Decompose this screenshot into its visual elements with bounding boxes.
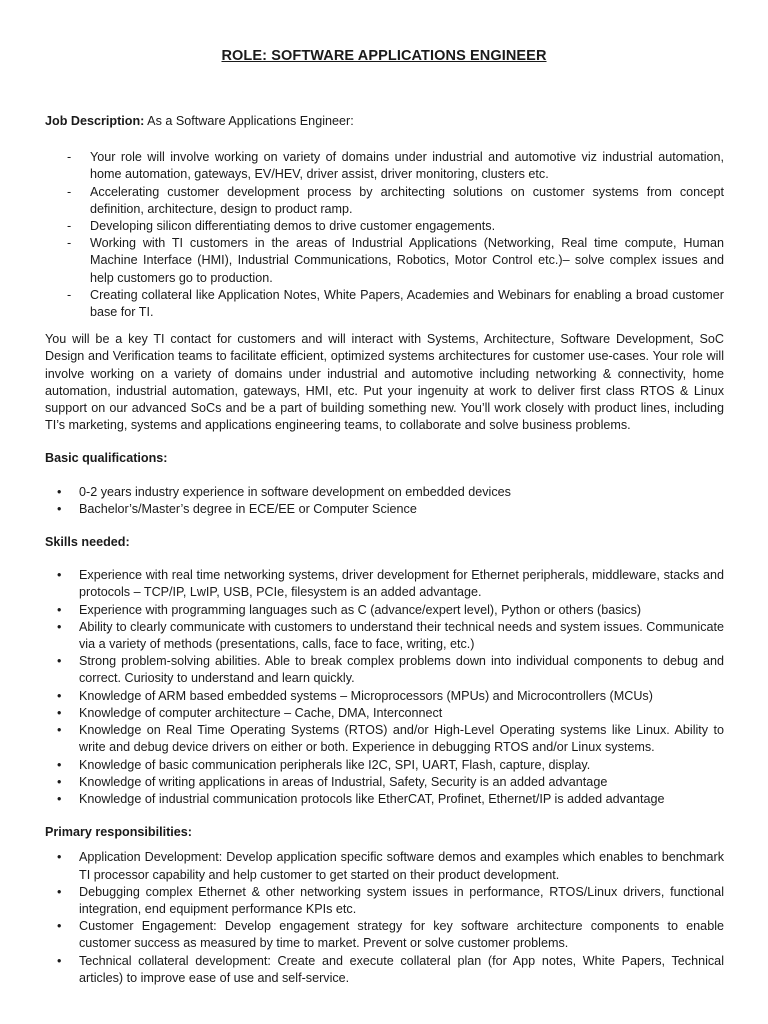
list-item: • Experience with programming languages such as C (advance/expert level), Python or others (basics) <box>45 602 724 619</box>
dash-marker: - <box>67 184 72 199</box>
list-item: • Knowledge of industrial communication protocols like EtherCAT, Profinet, Ethernet/IP is added advantage <box>45 791 724 808</box>
list-item: • Debugging complex Ethernet & other networking system issues in performance, RTOS/Linux drivers, functional integration, end equipment performance KPIs etc. <box>57 884 724 916</box>
list-item: - Accelerating customer development process by architecting solutions on customer systems from concept definition, architecture, design to product ramp. <box>67 184 724 216</box>
bullet-marker: • <box>57 919 62 934</box>
job-description-list <box>45 149 724 321</box>
basic-qualifications-heading: Basic qualifications: <box>45 451 168 466</box>
skills-list <box>45 567 724 808</box>
list-item: • Ability to clearly communicate with customers to understand their technical needs and system issues. Communicate via a variety of methods (presentations, calls, face to face, writing, etc.) <box>57 619 724 652</box>
dash-marker: - <box>67 236 72 251</box>
bullet-marker: • <box>57 850 62 865</box>
page-title: ROLE: SOFTWARE APPLICATIONS ENGINEER <box>221 48 547 64</box>
role-summary-paragraph: You will be a key TI contact for customers and will interact with Systems, Architecture, Software Development, SoC Design and Verification teams to facilitate efficient, optimized systems architectures for customer use-cases. Your role will involve working on a variety of domains under industrial and automotive including networking & connectivity, home automation, industrial automation, gateways, HMI, etc. Put your ingenuity at work to deliver first class RTOS & Linux support on our advanced SoCs and be a part of building something new. You’ll work closely with product lines, including TI’s marketing, systems and applications engineering teams, to collaborate and solve business problems. <box>45 332 724 433</box>
list-item: • Knowledge of basic communication peripherals like I2C, SPI, UART, Flash, capture, display. <box>45 757 724 774</box>
bullet-marker: • <box>57 757 62 772</box>
basic-qualifications-list <box>45 484 724 518</box>
list-item: - Creating collateral like Application Notes, White Papers, Academies and Webinars for enabling a broad customer base for TI. <box>67 287 724 320</box>
list-item: • Knowledge of computer architecture – Cache, DMA, Interconnect <box>45 705 724 722</box>
list-item: • Customer Engagement: Develop engagement strategy for key software architecture components to enable customer success as measured by time to market. Prevent or solve customer problems. <box>57 919 724 951</box>
document-body <box>45 113 724 987</box>
bullet-marker: • <box>57 774 62 789</box>
skills-heading: Skills needed: <box>45 535 130 550</box>
list-item: • Technical collateral development: Create and execute collateral plan (for App notes, White Papers, Technical articles) to improve ease of use and self-service. <box>57 953 724 985</box>
dash-marker: - <box>67 287 72 302</box>
list-item: • Application Development: Develop application specific software demos and examples which enables to benchmark TI processor capability and help customer to get started on their product development. <box>57 850 724 882</box>
list-item: • Knowledge of ARM based embedded systems – Microprocessors (MPUs) and Microcontrollers (MCUs) <box>45 688 724 705</box>
bullet-marker: • <box>57 723 62 738</box>
list-item: • Experience with real time networking systems, driver development for Ethernet peripherals, middleware, stacks and protocols – TCP/IP, LwIP, USB, PCIe, filesystem is an added advantage. <box>57 568 724 600</box>
bullet-marker: • <box>57 619 62 634</box>
list-item: - Your role will involve working on variety of domains under industrial and automotive viz industrial automation, home automation, gateways, EV/HEV, driver assist, driver monitoring, clusters etc. <box>67 150 724 182</box>
bullet-marker: • <box>57 953 62 968</box>
bullet-marker: • <box>57 884 62 899</box>
list-item: - Developing silicon differentiating demos to drive customer engagements. <box>45 218 724 235</box>
list-item: - Working with TI customers in the areas of Industrial Applications (Networking, Real time compute, Human Machine Interface (HMI), Industrial Communications, Robotics, Motor Control etc.)– solve complex issues and help customers go to production. <box>67 236 724 285</box>
bullet-marker: • <box>57 568 62 583</box>
list-item: • Knowledge on Real Time Operating Systems (RTOS) and/or High-Level Operating systems like Linux. Ability to write and debug device drivers on either or both. Experience in debugging RTOS and/or Linux systems. <box>57 723 724 755</box>
job-description-intro <box>45 113 724 130</box>
dash-marker: - <box>67 150 72 165</box>
responsibilities-heading: Primary responsibilities: <box>45 825 192 840</box>
bullet-marker: • <box>57 705 62 720</box>
job-description-intro-text: As a Software Applications Engineer: <box>144 114 354 128</box>
responsibilities-list <box>45 849 724 987</box>
list-item: • Strong problem-solving abilities. Able to break complex problems down into individual components to debug and correct. Curiosity to understand and learn quickly. <box>57 654 724 686</box>
bullet-marker: • <box>57 688 62 703</box>
bullet-marker: • <box>57 654 62 669</box>
list-item: • 0-2 years industry experience in software development on embedded devices <box>45 484 724 501</box>
bullet-marker: • <box>57 602 62 617</box>
job-description-label: Job Description: <box>45 114 145 128</box>
bullet-marker: • <box>57 501 62 516</box>
list-item: • Knowledge of writing applications in areas of Industrial, Safety, Security is an added advantage <box>45 774 724 791</box>
bullet-marker: • <box>57 791 62 806</box>
list-item: • Bachelor’s/Master’s degree in ECE/EE or Computer Science <box>45 501 724 518</box>
dash-marker: - <box>67 219 72 234</box>
bullet-marker: • <box>57 484 62 499</box>
